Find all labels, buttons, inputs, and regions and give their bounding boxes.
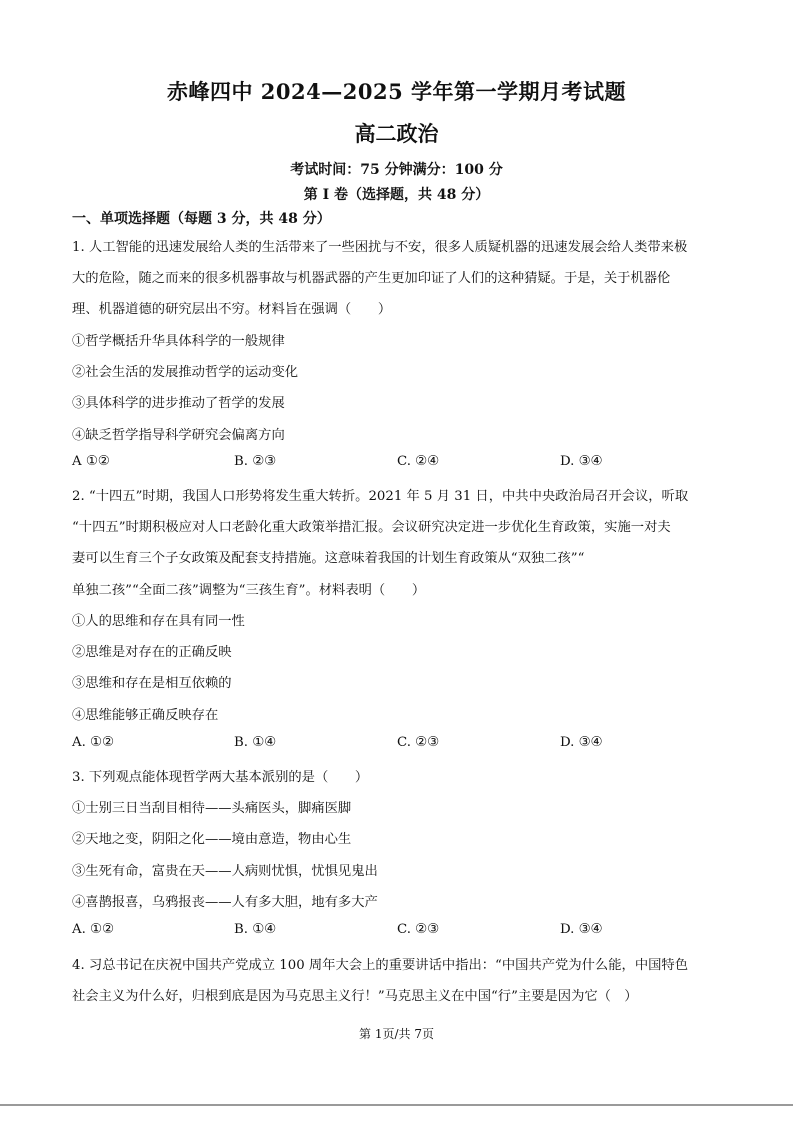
option-b: B. ①④	[234, 922, 277, 937]
option-a: A ①②	[72, 454, 110, 469]
question-2-line-4: 单独二孩”“全面二孩”调整为“三孩生育”。材料表明（ ）	[72, 583, 426, 598]
question-3-line-1: 3. 下列观点能体现哲学两大基本派别的是（ ）	[72, 770, 369, 785]
question-4-line-1: 4. 习总书记在庆祝中国共产党成立 100 周年大会上的重要讲话中指出：“中国共产党为什么能，中国特色	[72, 958, 689, 973]
exam-info: 考试时间：75 分钟满分：100 分	[290, 162, 503, 178]
option-b: B. ①④	[234, 735, 277, 750]
question-1-line-3: 理、机器道德的研究层出不穷。材料旨在强调（ ）	[72, 302, 392, 317]
volume-heading: 第 I 卷（选择题，共 48 分）	[303, 187, 490, 203]
question-2-line-2: “十四五”时期积极应对人口老龄化重大政策举措汇报。会议研究决定进一步优化生育政策，实施一对夫	[72, 520, 671, 535]
question-2-line-3: 妻可以生育三个子女政策及配套支持措施。这意味着我国的计划生育政策从“双独二孩”“	[72, 551, 585, 566]
question-1-statement-3: ③具体科学的进步推动了哲学的发展	[72, 396, 285, 411]
question-2-statement-4: ④思维能够正确反映存在	[72, 708, 219, 723]
question-1-line-1: 1. 人工智能的迅速发展给人类的生活带来了一些困扰与不安，很多人质疑机器的迅速发展会给人类带来极	[72, 240, 688, 255]
question-1-line-2: 大的危险，随之而来的很多机器事故与机器武器的产生更加印证了人们的这种猜疑。于是，关于机器伦	[72, 271, 671, 286]
option-a: A. ①②	[72, 735, 114, 750]
page-number: 第 1页/共 7页	[359, 1027, 434, 1041]
question-3-statement-1: ①士别三日当刮目相待——头痛医头，脚痛医脚	[72, 801, 352, 816]
option-d: D. ③④	[560, 922, 603, 937]
option-c: C. ②③	[397, 735, 439, 750]
question-3-statement-2: ②天地之变，阴阳之化——境由意造，物由心生	[72, 832, 352, 847]
option-d: D. ③④	[560, 735, 603, 750]
question-2-statement-2: ②思维是对存在的正确反映	[72, 645, 232, 660]
question-2-statement-1: ①人的思维和存在具有同一性	[72, 614, 245, 629]
subject-title: 高二政治	[354, 121, 439, 146]
question-1-statement-2: ②社会生活的发展推动哲学的运动变化	[72, 365, 299, 380]
bottom-divider	[0, 1104, 793, 1106]
question-1-statement-1: ①哲学概括升华具体科学的一般规律	[72, 334, 285, 349]
option-c: C. ②④	[397, 454, 439, 469]
question-2-options	[72, 735, 732, 753]
question-4-line-2: 社会主义为什么好，归根到底是因为马克思主义行！”马克思主义在中国“行”主要是因为它（ ）	[72, 989, 638, 1004]
section-heading: 一、单项选择题（每题 3 分，共 48 分）	[72, 211, 331, 227]
question-1-options	[72, 454, 732, 472]
question-2-line-1: 2. “十四五”时期，我国人口形势将发生重大转折。2021 年 5 月 31 日，中共中央政治局召开会议，听取	[72, 489, 689, 504]
question-1-statement-4: ④缺乏哲学指导科学研究会偏离方向	[72, 428, 285, 443]
option-b: B. ②③	[234, 454, 277, 469]
exam-title: 赤峰四中 2024—2025 学年第一学期月考试题	[166, 79, 626, 104]
option-d: D. ③④	[560, 454, 603, 469]
question-3-options	[72, 922, 732, 940]
option-c: C. ②③	[397, 922, 439, 937]
question-3-statement-4: ④喜鹊报喜，乌鸦报丧——人有多大胆，地有多大产	[72, 895, 378, 910]
question-2-statement-3: ③思维和存在是相互依赖的	[72, 676, 232, 691]
option-a: A. ①②	[72, 922, 114, 937]
question-3-statement-3: ③生死有命，富贵在天——人病则忧惧，忧惧见鬼出	[72, 864, 378, 879]
